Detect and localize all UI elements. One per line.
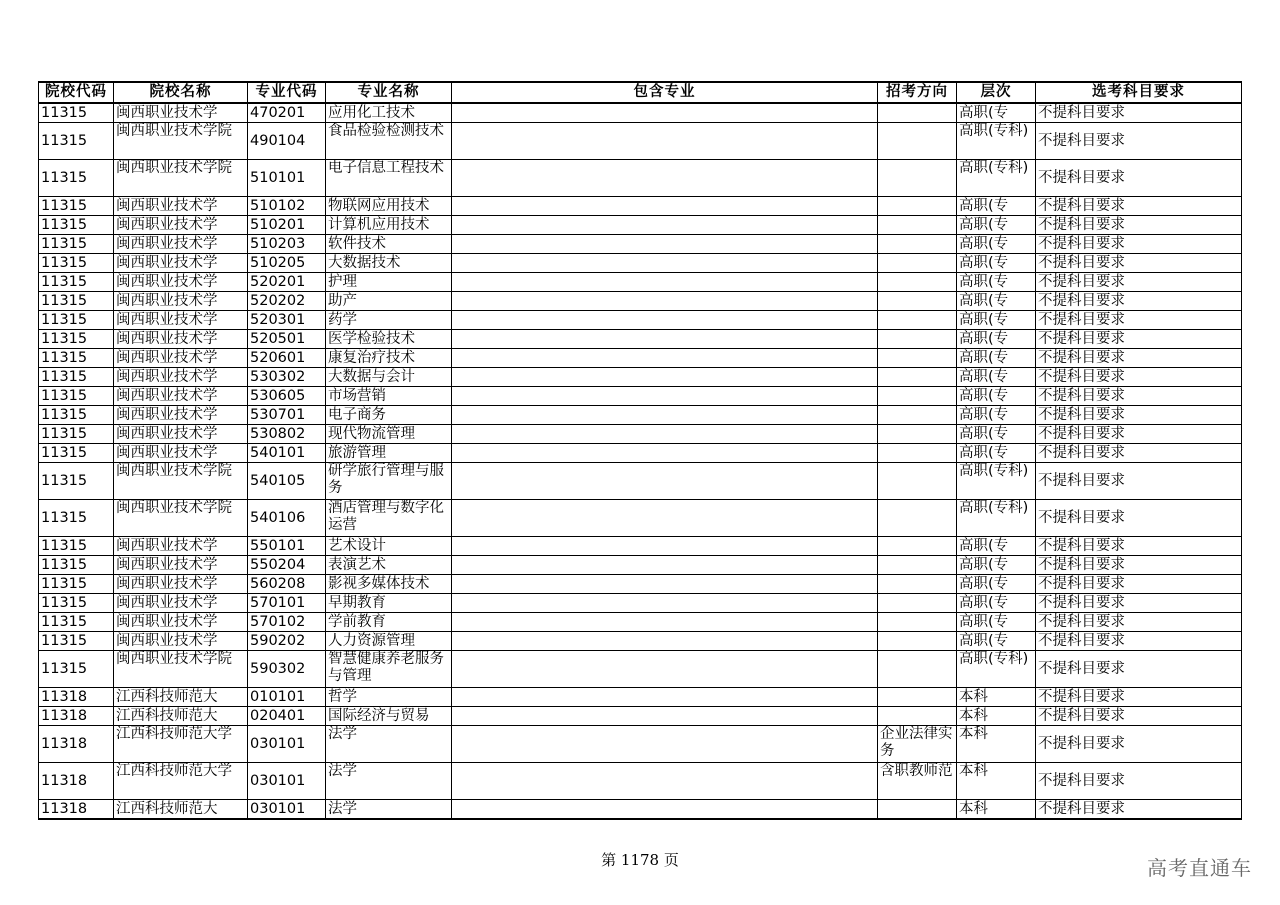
cell-level: 高职(专科)	[957, 160, 1036, 197]
cell-school-name: 闽西职业技术学	[114, 273, 248, 292]
cell-level: 高职(专	[957, 556, 1036, 575]
cell-direction: 含职教师范	[878, 763, 957, 800]
table-row	[39, 123, 1242, 160]
cell-major-name: 表演艺术	[326, 556, 452, 575]
cell-included-majors	[452, 556, 878, 575]
cell-level: 高职(专	[957, 575, 1036, 594]
cell-school-code: 11315	[39, 123, 114, 160]
cell-major-code: 570102	[248, 613, 326, 632]
cell-major-name: 护理	[326, 273, 452, 292]
cell-direction: 企业法律实务	[878, 726, 957, 763]
cell-school-name: 闽西职业技术学	[114, 594, 248, 613]
cell-school-name: 闽西职业技术学	[114, 235, 248, 254]
cell-included-majors	[452, 292, 878, 311]
cell-included-majors	[452, 707, 878, 726]
cell-school-name: 闽西职业技术学	[114, 556, 248, 575]
cell-included-majors	[452, 537, 878, 556]
cell-school-code: 11318	[39, 800, 114, 820]
cell-school-name: 闽西职业技术学	[114, 575, 248, 594]
cell-included-majors	[452, 103, 878, 123]
cell-school-code: 11315	[39, 632, 114, 651]
cell-major-code: 540101	[248, 444, 326, 463]
cell-included-majors	[452, 651, 878, 688]
cell-included-majors	[452, 273, 878, 292]
cell-direction	[878, 537, 957, 556]
cell-included-majors	[452, 688, 878, 707]
table-row	[39, 463, 1242, 500]
cell-major-name: 助产	[326, 292, 452, 311]
cell-direction	[878, 444, 957, 463]
cell-subject-requirement: 不提科目要求	[1036, 688, 1242, 707]
header-level: 层次	[957, 82, 1036, 103]
cell-major-name: 康复治疗技术	[326, 349, 452, 368]
cell-major-code: 510102	[248, 197, 326, 216]
cell-included-majors	[452, 800, 878, 820]
cell-major-name: 旅游管理	[326, 444, 452, 463]
cell-included-majors	[452, 444, 878, 463]
cell-school-code: 11315	[39, 311, 114, 330]
cell-included-majors	[452, 726, 878, 763]
cell-major-code: 550101	[248, 537, 326, 556]
cell-direction	[878, 197, 957, 216]
cell-major-code: 520301	[248, 311, 326, 330]
admission-table	[38, 81, 1242, 820]
table-row	[39, 651, 1242, 688]
cell-direction	[878, 406, 957, 425]
cell-included-majors	[452, 763, 878, 800]
cell-major-name: 电子信息工程技术	[326, 160, 452, 197]
table-row	[39, 444, 1242, 463]
table-row	[39, 575, 1242, 594]
cell-direction	[878, 103, 957, 123]
cell-school-name: 闽西职业技术学院	[114, 500, 248, 537]
cell-subject-requirement: 不提科目要求	[1036, 160, 1242, 197]
cell-major-name: 现代物流管理	[326, 425, 452, 444]
cell-major-code: 470201	[248, 103, 326, 123]
cell-direction	[878, 349, 957, 368]
cell-level: 高职(专	[957, 594, 1036, 613]
cell-major-code: 510205	[248, 254, 326, 273]
cell-major-name: 医学检验技术	[326, 330, 452, 349]
cell-major-code: 530802	[248, 425, 326, 444]
cell-level: 高职(专	[957, 349, 1036, 368]
cell-level: 高职(专	[957, 311, 1036, 330]
cell-school-code: 11315	[39, 387, 114, 406]
table-row	[39, 216, 1242, 235]
cell-major-code: 030101	[248, 726, 326, 763]
cell-subject-requirement: 不提科目要求	[1036, 216, 1242, 235]
cell-direction	[878, 556, 957, 575]
cell-direction	[878, 632, 957, 651]
cell-school-name: 闽西职业技术学	[114, 387, 248, 406]
cell-school-code: 11315	[39, 103, 114, 123]
cell-subject-requirement: 不提科目要求	[1036, 632, 1242, 651]
cell-included-majors	[452, 254, 878, 273]
cell-level: 高职(专	[957, 632, 1036, 651]
cell-level: 高职(专科)	[957, 123, 1036, 160]
cell-major-code: 510101	[248, 160, 326, 197]
cell-level: 高职(专	[957, 537, 1036, 556]
cell-major-name: 药学	[326, 311, 452, 330]
cell-major-code: 520202	[248, 292, 326, 311]
cell-subject-requirement: 不提科目要求	[1036, 425, 1242, 444]
header-school-code: 院校代码	[39, 82, 114, 103]
cell-direction	[878, 160, 957, 197]
page-number: 第 1178 页	[601, 851, 679, 869]
cell-subject-requirement: 不提科目要求	[1036, 406, 1242, 425]
cell-school-code: 11315	[39, 537, 114, 556]
cell-school-code: 11315	[39, 292, 114, 311]
cell-major-name: 应用化工技术	[326, 103, 452, 123]
cell-school-code: 11318	[39, 763, 114, 800]
cell-major-name: 国际经济与贸易	[326, 707, 452, 726]
cell-level: 高职(专	[957, 425, 1036, 444]
cell-level: 高职(专科)	[957, 500, 1036, 537]
cell-major-name: 大数据与会计	[326, 368, 452, 387]
cell-school-name: 江西科技师范大学	[114, 763, 248, 800]
cell-subject-requirement: 不提科目要求	[1036, 123, 1242, 160]
cell-direction	[878, 425, 957, 444]
cell-subject-requirement: 不提科目要求	[1036, 311, 1242, 330]
cell-major-name: 物联网应用技术	[326, 197, 452, 216]
table-row	[39, 406, 1242, 425]
cell-direction	[878, 594, 957, 613]
cell-major-name: 软件技术	[326, 235, 452, 254]
cell-school-code: 11315	[39, 273, 114, 292]
cell-direction	[878, 368, 957, 387]
cell-subject-requirement: 不提科目要求	[1036, 254, 1242, 273]
cell-major-code: 530302	[248, 368, 326, 387]
cell-major-name: 食品检验检测技术	[326, 123, 452, 160]
cell-subject-requirement: 不提科目要求	[1036, 500, 1242, 537]
cell-subject-requirement: 不提科目要求	[1036, 444, 1242, 463]
cell-school-name: 江西科技师范大	[114, 688, 248, 707]
cell-subject-requirement: 不提科目要求	[1036, 273, 1242, 292]
cell-major-name: 早期教育	[326, 594, 452, 613]
cell-included-majors	[452, 594, 878, 613]
cell-major-name: 影视多媒体技术	[326, 575, 452, 594]
cell-major-code: 550204	[248, 556, 326, 575]
cell-level: 本科	[957, 726, 1036, 763]
cell-direction	[878, 575, 957, 594]
cell-school-name: 闽西职业技术学	[114, 292, 248, 311]
table-row	[39, 273, 1242, 292]
cell-direction	[878, 254, 957, 273]
header-included-majors: 包含专业	[452, 82, 878, 103]
cell-school-name: 闽西职业技术学	[114, 425, 248, 444]
cell-school-code: 11315	[39, 216, 114, 235]
cell-school-code: 11315	[39, 160, 114, 197]
cell-school-code: 11318	[39, 726, 114, 763]
cell-school-code: 11315	[39, 556, 114, 575]
cell-subject-requirement: 不提科目要求	[1036, 349, 1242, 368]
cell-major-code: 530701	[248, 406, 326, 425]
cell-direction	[878, 292, 957, 311]
header-major-code: 专业代码	[248, 82, 326, 103]
cell-school-name: 闽西职业技术学	[114, 537, 248, 556]
cell-level: 高职(专	[957, 235, 1036, 254]
cell-school-code: 11315	[39, 349, 114, 368]
cell-school-name: 闽西职业技术学院	[114, 160, 248, 197]
cell-direction	[878, 330, 957, 349]
cell-school-name: 闽西职业技术学院	[114, 463, 248, 500]
cell-major-name: 学前教育	[326, 613, 452, 632]
table-row	[39, 349, 1242, 368]
cell-major-code: 570101	[248, 594, 326, 613]
cell-school-name: 闽西职业技术学院	[114, 123, 248, 160]
cell-school-code: 11315	[39, 197, 114, 216]
cell-included-majors	[452, 632, 878, 651]
cell-major-code: 520501	[248, 330, 326, 349]
cell-subject-requirement: 不提科目要求	[1036, 235, 1242, 254]
cell-subject-requirement: 不提科目要求	[1036, 537, 1242, 556]
cell-included-majors	[452, 197, 878, 216]
cell-school-code: 11315	[39, 613, 114, 632]
table-row	[39, 197, 1242, 216]
cell-level: 高职(专	[957, 216, 1036, 235]
header-row	[39, 82, 1242, 103]
cell-school-name: 江西科技师范大学	[114, 726, 248, 763]
cell-level: 高职(专	[957, 613, 1036, 632]
cell-level: 本科	[957, 688, 1036, 707]
cell-level: 高职(专	[957, 292, 1036, 311]
table-row	[39, 425, 1242, 444]
cell-major-code: 510201	[248, 216, 326, 235]
table-row	[39, 160, 1242, 197]
header-school-name: 院校名称	[114, 82, 248, 103]
cell-subject-requirement: 不提科目要求	[1036, 726, 1242, 763]
cell-subject-requirement: 不提科目要求	[1036, 292, 1242, 311]
cell-level: 本科	[957, 707, 1036, 726]
cell-subject-requirement: 不提科目要求	[1036, 651, 1242, 688]
header-major-name: 专业名称	[326, 82, 452, 103]
cell-subject-requirement: 不提科目要求	[1036, 368, 1242, 387]
cell-school-name: 闽西职业技术学	[114, 613, 248, 632]
cell-school-code: 11315	[39, 594, 114, 613]
cell-school-code: 11318	[39, 707, 114, 726]
cell-direction	[878, 688, 957, 707]
cell-direction	[878, 707, 957, 726]
cell-included-majors	[452, 463, 878, 500]
cell-level: 本科	[957, 800, 1036, 820]
cell-included-majors	[452, 330, 878, 349]
cell-subject-requirement: 不提科目要求	[1036, 800, 1242, 820]
cell-subject-requirement: 不提科目要求	[1036, 575, 1242, 594]
table-row	[39, 688, 1242, 707]
cell-school-code: 11315	[39, 425, 114, 444]
cell-included-majors	[452, 575, 878, 594]
header-direction: 招考方向	[878, 82, 957, 103]
cell-major-code: 490104	[248, 123, 326, 160]
table-row	[39, 556, 1242, 575]
table-row	[39, 500, 1242, 537]
cell-major-name: 人力资源管理	[326, 632, 452, 651]
cell-level: 高职(专	[957, 254, 1036, 273]
table-row	[39, 594, 1242, 613]
cell-direction	[878, 463, 957, 500]
table-row	[39, 537, 1242, 556]
cell-direction	[878, 500, 957, 537]
cell-subject-requirement: 不提科目要求	[1036, 387, 1242, 406]
cell-school-code: 11315	[39, 368, 114, 387]
cell-school-name: 闽西职业技术学	[114, 406, 248, 425]
cell-included-majors	[452, 235, 878, 254]
cell-school-code: 11315	[39, 235, 114, 254]
cell-school-name: 江西科技师范大	[114, 707, 248, 726]
cell-included-majors	[452, 387, 878, 406]
cell-school-name: 江西科技师范大	[114, 800, 248, 820]
cell-level: 高职(专	[957, 444, 1036, 463]
cell-major-name: 哲学	[326, 688, 452, 707]
cell-level: 高职(专	[957, 406, 1036, 425]
table-row	[39, 387, 1242, 406]
cell-included-majors	[452, 349, 878, 368]
cell-subject-requirement: 不提科目要求	[1036, 330, 1242, 349]
header-subject-requirement: 选考科目要求	[1036, 82, 1242, 103]
cell-school-name: 闽西职业技术学	[114, 330, 248, 349]
cell-level: 高职(专科)	[957, 651, 1036, 688]
cell-included-majors	[452, 160, 878, 197]
table-row	[39, 707, 1242, 726]
cell-school-name: 闽西职业技术学	[114, 368, 248, 387]
cell-major-name: 法学	[326, 800, 452, 820]
table-row	[39, 368, 1242, 387]
cell-school-name: 闽西职业技术学	[114, 216, 248, 235]
cell-subject-requirement: 不提科目要求	[1036, 707, 1242, 726]
cell-major-name: 市场营销	[326, 387, 452, 406]
cell-subject-requirement: 不提科目要求	[1036, 594, 1242, 613]
cell-major-name: 智慧健康养老服务与管理	[326, 651, 452, 688]
cell-included-majors	[452, 500, 878, 537]
cell-school-name: 闽西职业技术学	[114, 632, 248, 651]
cell-major-code: 510203	[248, 235, 326, 254]
table-row	[39, 632, 1242, 651]
cell-level: 高职(专	[957, 273, 1036, 292]
cell-school-name: 闽西职业技术学	[114, 349, 248, 368]
cell-level: 高职(专	[957, 368, 1036, 387]
cell-direction	[878, 216, 957, 235]
cell-level: 本科	[957, 763, 1036, 800]
cell-school-code: 11315	[39, 575, 114, 594]
cell-level: 高职(专	[957, 197, 1036, 216]
cell-major-code: 540106	[248, 500, 326, 537]
cell-direction	[878, 311, 957, 330]
cell-major-code: 520201	[248, 273, 326, 292]
cell-subject-requirement: 不提科目要求	[1036, 613, 1242, 632]
cell-major-name: 计算机应用技术	[326, 216, 452, 235]
cell-major-code: 030101	[248, 800, 326, 820]
cell-school-name: 闽西职业技术学院	[114, 651, 248, 688]
cell-direction	[878, 651, 957, 688]
cell-school-code: 11315	[39, 463, 114, 500]
cell-level: 高职(专科)	[957, 463, 1036, 500]
cell-included-majors	[452, 311, 878, 330]
cell-school-code: 11315	[39, 651, 114, 688]
cell-subject-requirement: 不提科目要求	[1036, 463, 1242, 500]
table-row	[39, 103, 1242, 123]
table-row	[39, 292, 1242, 311]
cell-major-code: 560208	[248, 575, 326, 594]
cell-major-code: 520601	[248, 349, 326, 368]
cell-major-code: 590202	[248, 632, 326, 651]
table-row	[39, 311, 1242, 330]
cell-school-code: 11315	[39, 330, 114, 349]
cell-school-code: 11315	[39, 406, 114, 425]
cell-major-code: 590302	[248, 651, 326, 688]
cell-major-name: 大数据技术	[326, 254, 452, 273]
table-row	[39, 726, 1242, 763]
table-row	[39, 330, 1242, 349]
cell-direction	[878, 613, 957, 632]
table-row	[39, 235, 1242, 254]
cell-direction	[878, 123, 957, 160]
cell-subject-requirement: 不提科目要求	[1036, 103, 1242, 123]
cell-major-code: 530605	[248, 387, 326, 406]
cell-level: 高职(专	[957, 330, 1036, 349]
watermark: 高考直通车	[1147, 856, 1252, 880]
cell-school-name: 闽西职业技术学	[114, 444, 248, 463]
cell-school-code: 11315	[39, 444, 114, 463]
cell-included-majors	[452, 613, 878, 632]
cell-school-code: 11315	[39, 254, 114, 273]
cell-major-code: 020401	[248, 707, 326, 726]
cell-included-majors	[452, 123, 878, 160]
cell-major-name: 艺术设计	[326, 537, 452, 556]
table-row	[39, 763, 1242, 800]
cell-included-majors	[452, 216, 878, 235]
table-row	[39, 254, 1242, 273]
table-row	[39, 800, 1242, 820]
cell-level: 高职(专	[957, 387, 1036, 406]
cell-included-majors	[452, 406, 878, 425]
cell-subject-requirement: 不提科目要求	[1036, 763, 1242, 800]
cell-subject-requirement: 不提科目要求	[1036, 197, 1242, 216]
cell-direction	[878, 235, 957, 254]
cell-major-name: 电子商务	[326, 406, 452, 425]
cell-direction	[878, 387, 957, 406]
cell-major-code: 540105	[248, 463, 326, 500]
cell-direction	[878, 273, 957, 292]
cell-direction	[878, 800, 957, 820]
cell-major-name: 法学	[326, 763, 452, 800]
cell-major-name: 法学	[326, 726, 452, 763]
cell-included-majors	[452, 425, 878, 444]
cell-school-name: 闽西职业技术学	[114, 311, 248, 330]
cell-school-name: 闽西职业技术学	[114, 254, 248, 273]
cell-major-code: 030101	[248, 763, 326, 800]
table-row	[39, 613, 1242, 632]
cell-major-code: 010101	[248, 688, 326, 707]
cell-subject-requirement: 不提科目要求	[1036, 556, 1242, 575]
cell-major-name: 酒店管理与数字化运营	[326, 500, 452, 537]
cell-school-code: 11318	[39, 688, 114, 707]
cell-school-code: 11315	[39, 500, 114, 537]
cell-included-majors	[452, 368, 878, 387]
cell-school-name: 闽西职业技术学	[114, 103, 248, 123]
cell-level: 高职(专	[957, 103, 1036, 123]
cell-school-name: 闽西职业技术学	[114, 197, 248, 216]
cell-major-name: 研学旅行管理与服务	[326, 463, 452, 500]
